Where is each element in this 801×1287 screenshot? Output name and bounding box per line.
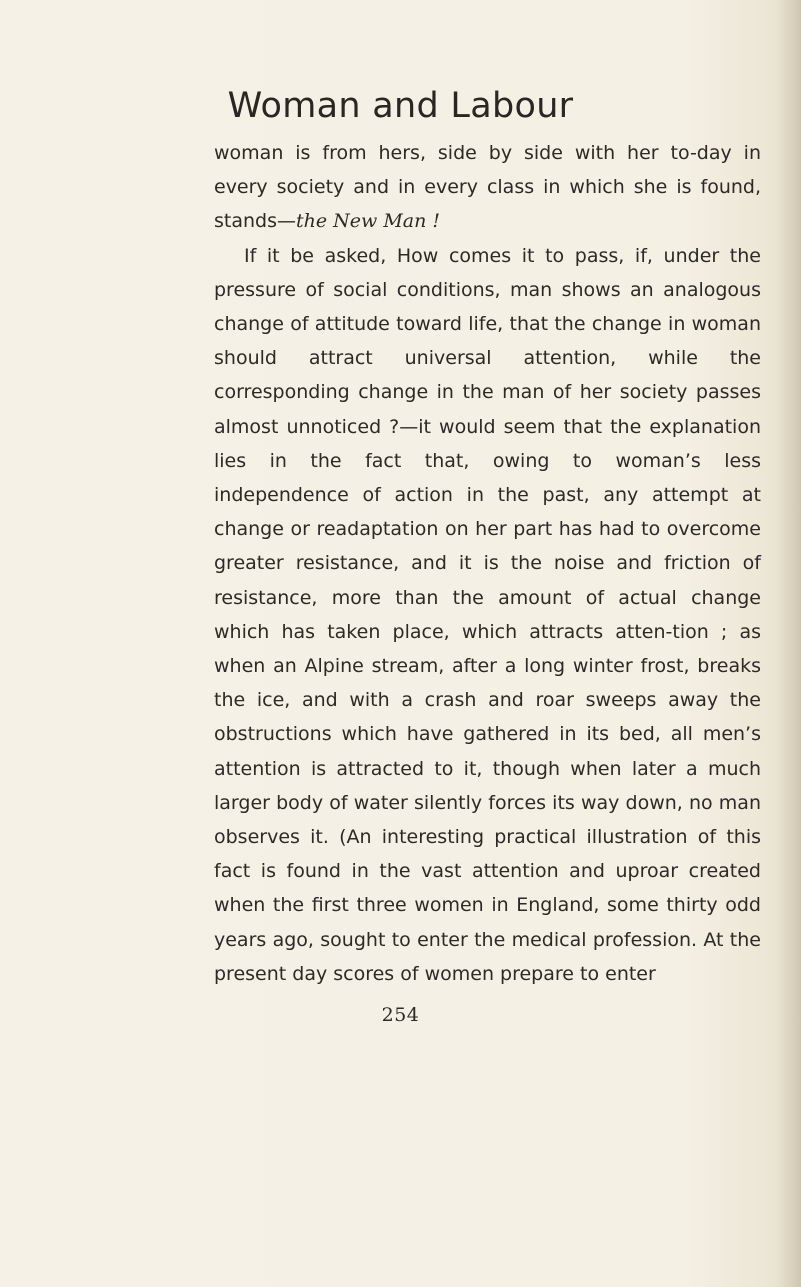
page-number: 254 bbox=[381, 1004, 420, 1026]
paragraph-2: If it be asked, How comes it to pass, if, under the pressure of social conditions, man shows an analogous change of attitude toward life, that the change in woman should attract universal attention, while the corresponding change in the man of her society passes almost unnoticed ?—it would seem that the explanation lies in the fact that, owing to woman’s less independence of action in the past, any attempt at change or readaptation on her part has had to overcome greater resistance, and it is the noise and friction of resistance, more than the amount of actual change which has taken place, which attracts atten-tion ; as when an Alpine stream, after a long winter frost, breaks the ice, and with a crash and roar sweeps away the obstructions which have gathered in its bed, all men’s attention is attracted to it, though when later a much larger body of water silently forces its way down, no man observes it. (An interesting practical illustration of this fact is found in the vast attention and uproar created when the first three women in England, some thirty odd years ago, sought to enter the medical profession. At the present day scores of women prepare to enter bbox=[214, 244, 761, 985]
italic-phrase: the New Man ! bbox=[296, 210, 441, 233]
paragraph-1-text: woman is from hers, side by side with her to-day in every society and in every class in which she is found, stands— bbox=[214, 142, 761, 233]
body-text bbox=[214, 136, 761, 991]
page-edge-shadow bbox=[777, 0, 801, 1287]
paragraph-continuation bbox=[214, 136, 761, 239]
running-title: Woman and Labour bbox=[227, 86, 574, 126]
